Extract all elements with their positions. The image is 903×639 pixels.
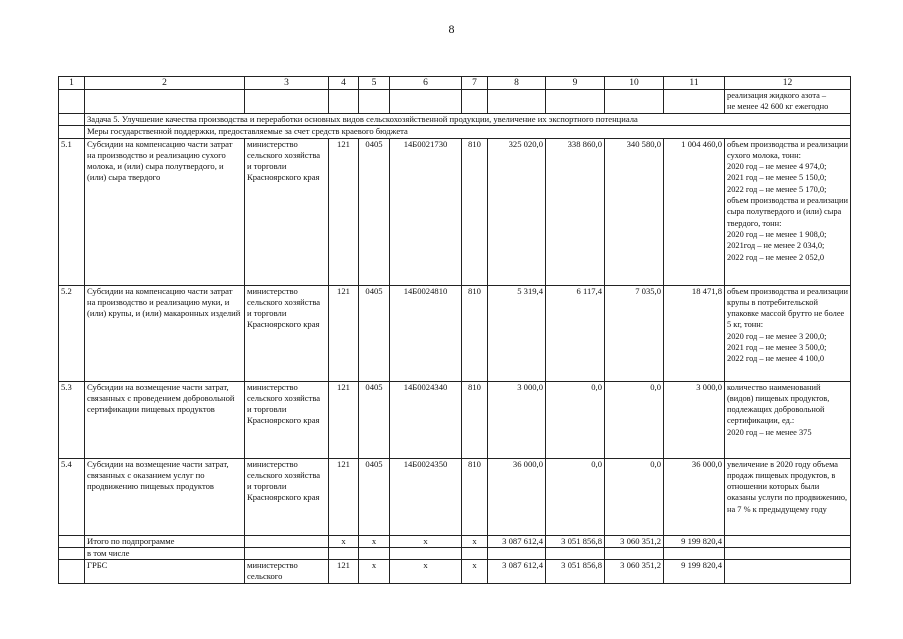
rzpr-code: 0405 (359, 285, 390, 381)
amount-2020: 3 087 612,4 (488, 535, 546, 547)
vr-code: 810 (462, 381, 488, 458)
amount-2022: 3 060 351,2 (605, 535, 664, 547)
total-row (59, 535, 851, 547)
amount-2022: 0,0 (605, 458, 664, 535)
amount-total: 9 199 820,4 (664, 535, 725, 547)
amount-2022: 7 035,0 (605, 285, 664, 381)
result-cell: объем производства и реализации крупы в потребительской упаковке массой брутто не более 5 кг, тонн: 2020 год – не менее 3 200,0; 2021 год – не менее 3 500,0; 2022 год – не менее 4 100,0 (725, 285, 851, 381)
header-cell: 10 (605, 77, 664, 90)
table-row (59, 458, 851, 535)
table-row (59, 285, 851, 381)
grbs-code: 121 (329, 381, 359, 458)
measure-name: Субсидии на компенсацию части затрат на производство и реализацию сухого молока, и (или) сыра полутвердого, и (или) сыра твердого (85, 138, 245, 285)
amount-2021: 3 051 856,8 (546, 535, 605, 547)
vr-code: 810 (462, 285, 488, 381)
header-cell: 12 (725, 77, 851, 90)
vr-code: 810 (462, 458, 488, 535)
row-number: 5.4 (59, 458, 85, 535)
header-cell: 6 (390, 77, 462, 90)
grbs-row (59, 560, 851, 584)
header-cell: 9 (546, 77, 605, 90)
csr-code: х (390, 535, 462, 547)
page-number: 8 (448, 22, 455, 36)
amount-total: 36 000,0 (664, 458, 725, 535)
result-cell: увеличение в 2020 году объема продаж пищевых продуктов, в отношении которых были оказаны услуги по продвижению, на 7 % к предыдущему году (725, 458, 851, 535)
vr-code: х (462, 535, 488, 547)
rzpr-code: 0405 (359, 138, 390, 285)
responsible-org: министерство сельского хозяйства и торговли Красноярского края (245, 138, 329, 285)
result-cell: количество наименований (видов) пищевых продуктов, подлежащих добровольной сертификации, ед.: 2020 год – не менее 375 (725, 381, 851, 458)
row-number: 5.1 (59, 138, 85, 285)
amount-2020: 5 319,4 (488, 285, 546, 381)
table-row (59, 381, 851, 458)
csr-code: 14Б0024340 (390, 381, 462, 458)
header-cell: 1 (59, 77, 85, 90)
table-row (59, 138, 851, 285)
csr-code: х (390, 560, 462, 584)
including-label: в том числе (85, 547, 245, 559)
csr-code: 14Б0024810 (390, 285, 462, 381)
amount-2022: 340 580,0 (605, 138, 664, 285)
grbs-code: 121 (329, 458, 359, 535)
grbs-label: ГРБС (85, 560, 245, 584)
amount-2020: 3 000,0 (488, 381, 546, 458)
csr-code: 14Б0024350 (390, 458, 462, 535)
amount-2020: 3 087 612,4 (488, 560, 546, 584)
row-number: 5.2 (59, 285, 85, 381)
measure-name: Субсидии на компенсацию части затрат на производство и реализацию муки, и (или) крупы, и (или) макаронных изделий (85, 285, 245, 381)
row-number: 5.3 (59, 381, 85, 458)
total-label: Итого по подпрограмме (85, 535, 245, 547)
amount-2020: 325 020,0 (488, 138, 546, 285)
amount-2021: 6 117,4 (546, 285, 605, 381)
amount-total: 1 004 460,0 (664, 138, 725, 285)
result-cell: реализация жидкого азота – не менее 42 600 кг ежегодно (725, 90, 851, 114)
amount-2022: 0,0 (605, 381, 664, 458)
measures-title: Меры государственной поддержки, предоставляемые за счет средств краевого бюджета (85, 126, 851, 138)
header-row (59, 77, 851, 90)
responsible-org: министерство сельского хозяйства и торговли Красноярского края (245, 381, 329, 458)
including-row (59, 547, 851, 559)
grbs-code: 121 (329, 138, 359, 285)
responsible-org: министерство сельского хозяйства и торговли Красноярского края (245, 285, 329, 381)
header-cell: 3 (245, 77, 329, 90)
header-cell: 2 (85, 77, 245, 90)
grbs-code: 121 (329, 560, 359, 584)
vr-code: х (462, 560, 488, 584)
program-table (58, 76, 851, 584)
responsible-org: министерство сельского (245, 560, 329, 584)
amount-2021: 0,0 (546, 458, 605, 535)
header-cell: 8 (488, 77, 546, 90)
amount-2021: 0,0 (546, 381, 605, 458)
amount-total: 18 471,8 (664, 285, 725, 381)
grbs-code: х (329, 535, 359, 547)
amount-2021: 338 860,0 (546, 138, 605, 285)
amount-2020: 36 000,0 (488, 458, 546, 535)
amount-2021: 3 051 856,8 (546, 560, 605, 584)
result-cell: объем производства и реализации сухого молока, тонн: 2020 год – не менее 4 974,0; 2021 год – не менее 5 150,0; 2022 год – не менее 5 170,0; объем производства и реализации сыра полутвердого и (или) сыра твердого, тонн: 2020 год – не менее 1 908,0; 2021год – не менее 2 034,0; 2022 год – не менее 2 052,0 (725, 138, 851, 285)
task-row (59, 114, 851, 126)
amount-2022: 3 060 351,2 (605, 560, 664, 584)
rzpr-code: х (359, 560, 390, 584)
header-cell: 11 (664, 77, 725, 90)
vr-code: 810 (462, 138, 488, 285)
amount-total: 3 000,0 (664, 381, 725, 458)
amount-total: 9 199 820,4 (664, 560, 725, 584)
header-cell: 7 (462, 77, 488, 90)
task-title: Задача 5. Улучшение качества производства и переработки основных видов сельскохозяйственной продукции, увеличение их экспортного потенциала (85, 114, 851, 126)
rzpr-code: 0405 (359, 381, 390, 458)
continuation-row (59, 90, 851, 114)
rzpr-code: 0405 (359, 458, 390, 535)
measure-name: Субсидии на возмещение части затрат, связанных с оказанием услуг по продвижению пищевых продуктов (85, 458, 245, 535)
csr-code: 14Б0021730 (390, 138, 462, 285)
rzpr-code: х (359, 535, 390, 547)
header-cell: 5 (359, 77, 390, 90)
header-cell: 4 (329, 77, 359, 90)
grbs-code: 121 (329, 285, 359, 381)
measures-row (59, 126, 851, 138)
responsible-org: министерство сельского хозяйства и торговли Красноярского края (245, 458, 329, 535)
measure-name: Субсидии на возмещение части затрат, связанных с проведением добровольной сертификации пищевых продуктов (85, 381, 245, 458)
